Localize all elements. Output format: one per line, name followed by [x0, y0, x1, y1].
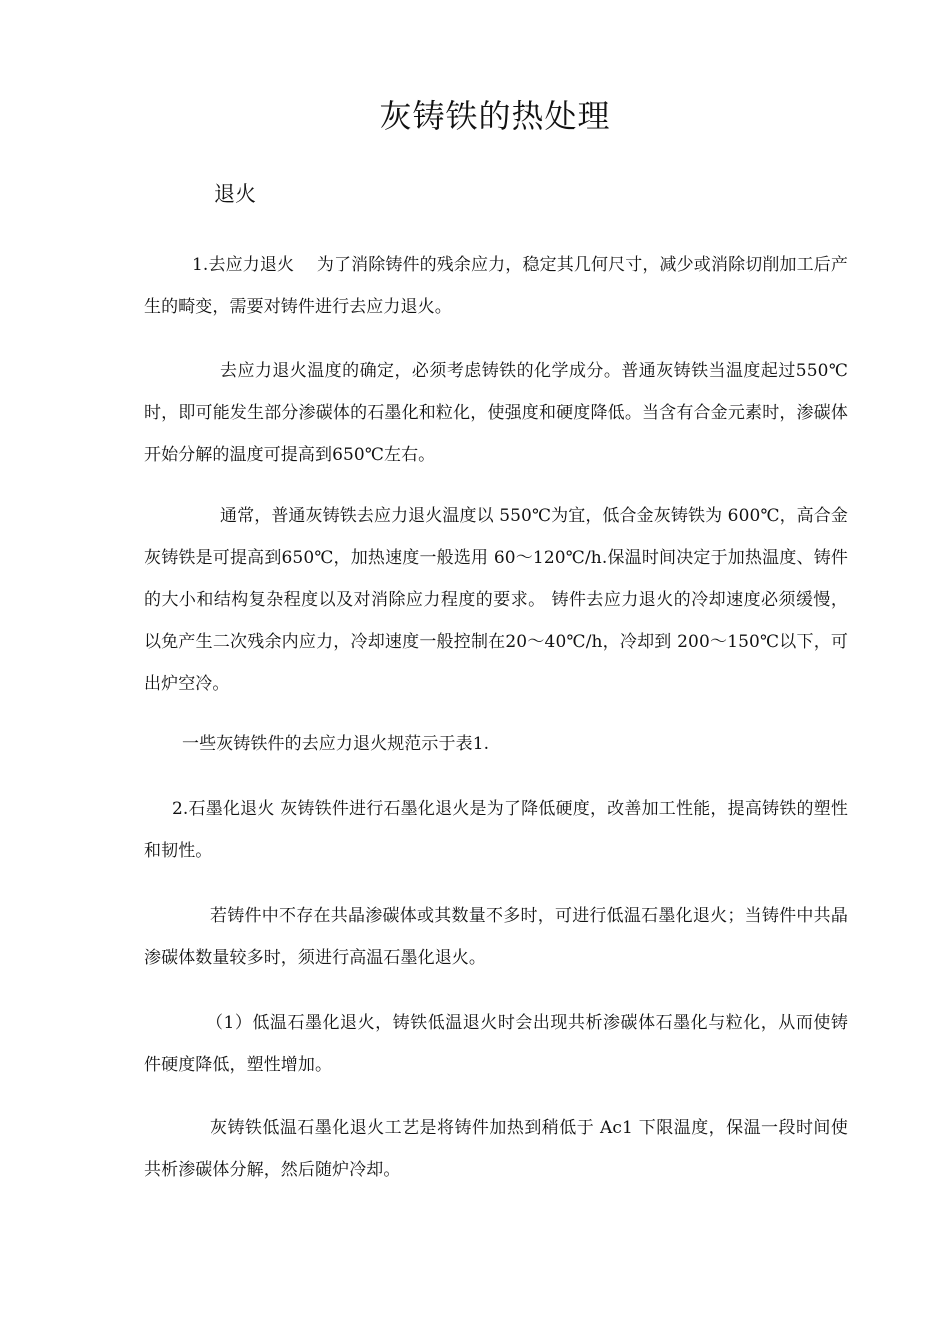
paragraph-eutectic-cementite: 若铸件中不存在共晶渗碳体或其数量不多时，可进行低温石墨化退火；当铸件中共晶渗碳体数量较多时，须进行高温石墨化退火。 — [144, 906, 848, 968]
document-title: 灰铸铁的热处理 — [379, 97, 611, 135]
paragraph-stress-relief-annealing: 1.去应力退火 为了消除铸件的残余应力，稳定其几何尺寸，减少或消除切削加工后产生的畸变，需要对铸件进行去应力退火。 — [144, 255, 848, 317]
paragraph-table-reference: 一些灰铸铁件的去应力退火规范示于表1. — [182, 734, 490, 754]
paragraph-annealing-temperature: 去应力退火温度的确定，必须考虑铸铁的化学成分。普通灰铸铁当温度起过550℃时，即可能发生部分渗碳体的石墨化和粒化，使强度和硬度降低。当含有合金元素时，渗碳体开始分解的温度可提高到650℃左右。 — [144, 361, 848, 465]
paragraph-graphitization-annealing: 2.石墨化退火 灰铸铁件进行石墨化退火是为了降低硬度，改善加工性能，提高铸铁的塑性和韧性。 — [144, 799, 848, 861]
paragraph-heating-cooling-rates: 通常，普通灰铸铁去应力退火温度以 550℃为宜，低合金灰铸铁为 600℃，高合金灰铸铁是可提高到650℃，加热速度一般选用 60～120℃/h.保温时间决定于加热温度、铸件的大小和结构复杂程度以及对消除应力程度的要求。 铸件去应力退火的冷却速度必须缓慢，以免产生二次残余内应力，冷却速度一般控制在20～40℃/h，冷却到 200～150℃以下，可出炉空冷。 — [144, 506, 848, 694]
section-heading: 退火 — [214, 182, 256, 206]
paragraph-low-temp-process: 灰铸铁低温石墨化退火工艺是将铸件加热到稍低于 Ac1 下限温度，保温一段时间使共析渗碳体分解，然后随炉冷却。 — [144, 1118, 848, 1180]
paragraph-low-temp-graphitization: （1）低温石墨化退火，铸铁低温退火时会出现共析渗碳体石墨化与粒化，从而使铸件硬度降低，塑性增加。 — [144, 1013, 848, 1075]
